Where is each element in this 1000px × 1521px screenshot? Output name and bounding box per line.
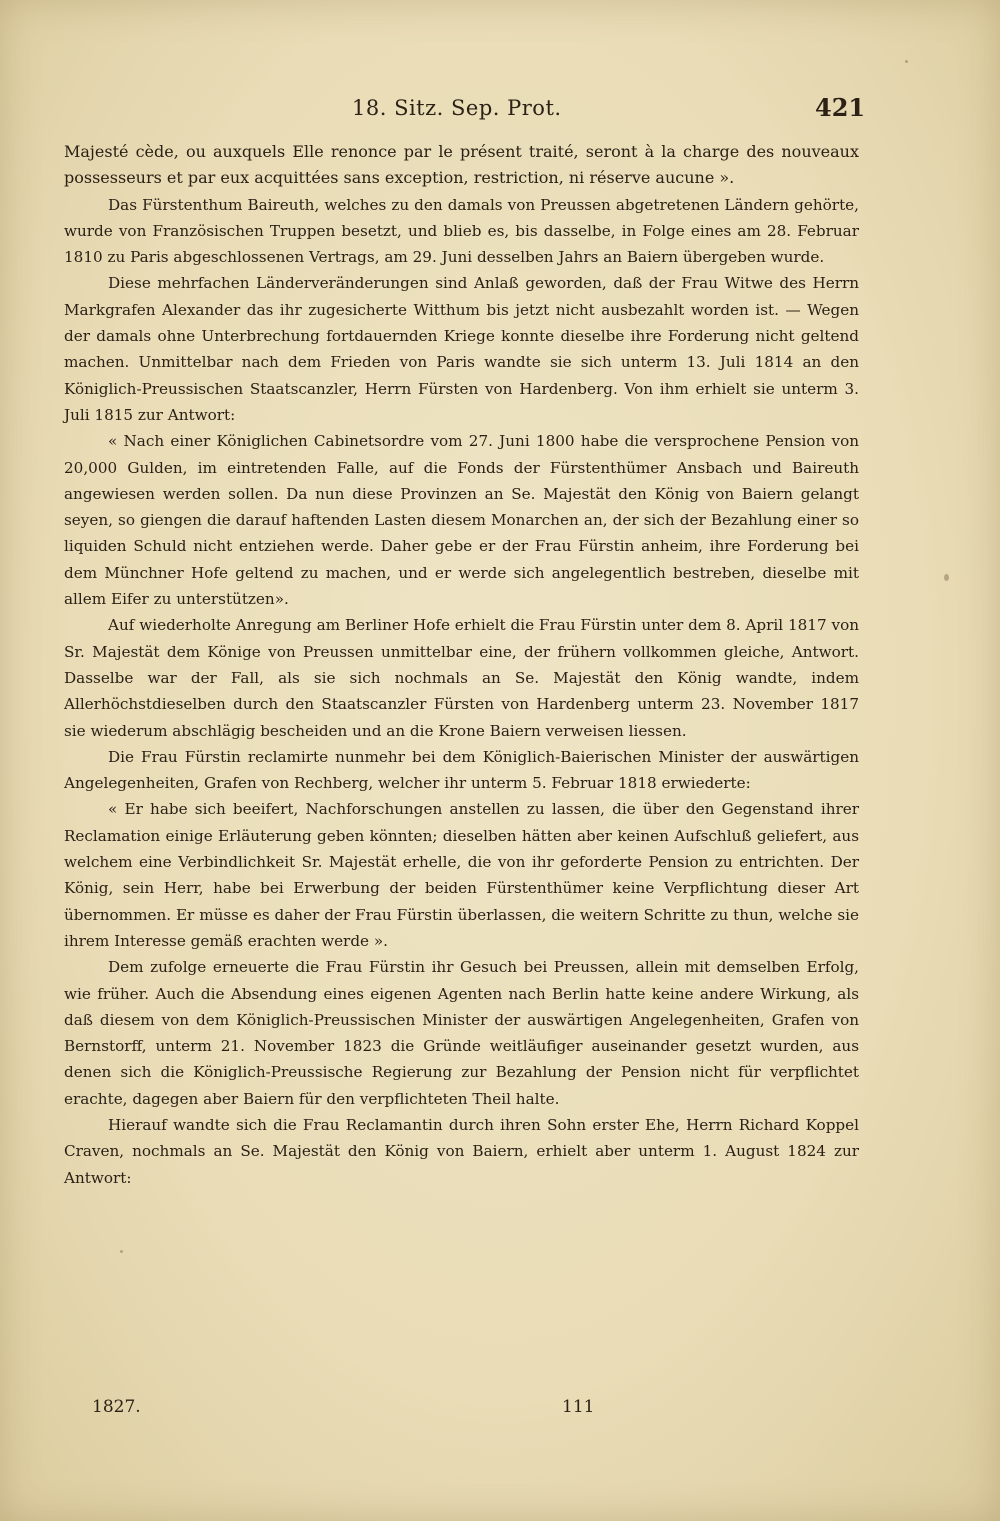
paragraph-treaty-quote-end: Majesté cède, ou auxquels Elle renonce par le présent traité, seront à la charge des nouveaux possesseurs et par eux acquittées sans exception, restriction, ni réserve aucune ».	[64, 142, 859, 188]
paragraph-berlin-court: Auf wiederholte Anregung am Berliner Hofe erhielt die Frau Fürstin unter dem 8. April 1817 von Sr. Majestät dem Könige von Preussen unmittelbar eine, der frühern vollkommen gleiche, Antwort. Dasselbe war der Fall, als sie sich nochmals an Se. Majestät den König wandte, indem Allerhöchstdieselben durch den Staatscanzler Fürsten von Hardenberg unterm 23. November 1817 sie wiederum abschlägig bescheiden und an die Krone Baiern verweisen liessen.	[64, 616, 859, 740]
page-footer	[60, 1397, 860, 1427]
paper-speck	[944, 574, 949, 581]
paragraph-bernstorff: Dem zufolge erneuerte die Frau Fürstin ihr Gesuch bei Preussen, allein mit demselben Erfolg, wie früher. Auch die Absendung eines eigenen Agenten nach Berlin hatte keine andere Wirkung, als daß diesem von dem Königlich-Preussischen Minister der auswärtigen Angelegenheiten, Grafen von Bernstorff, unterm 21. November 1823 die Gründe weitläufiger auseinander gesetzt wurden, aus denen sich die Königlich-Preussische Regierung zur Bezahlung der Pension nicht für verpflichtet erachte, dagegen aber Baiern für den verpflichteten Theil halte.	[64, 958, 859, 1108]
paper-speck	[905, 60, 908, 63]
page-header	[60, 93, 866, 126]
paragraph-rechberg: Die Frau Fürstin reclamirte nunmehr bei dem Königlich-Baierischen Minister der auswärtigen Angelegenheiten, Grafen von Rechberg, welcher ihr unterm 5. Februar 1818 erwiederte:	[64, 747, 859, 793]
body-text	[64, 139, 859, 1191]
running-head: 18. Sitz. Sep. Prot.	[352, 96, 562, 120]
paper-speck	[120, 1250, 123, 1253]
paragraph-craven: Hierauf wandte sich die Frau Reclamantin durch ihren Sohn erster Ehe, Herrn Richard Koppel Craven, nochmals an Se. Majestät den König von Baiern, erhielt aber unterm 1. August 1824 zur Antwort:	[64, 1115, 859, 1187]
paragraph-widow-claim: Diese mehrfachen Länderveränderungen sind Anlaß geworden, daß der Frau Witwe des Herrn Markgrafen Alexander das ihr zugesicherte Witthum bis jetzt nicht ausbezahlt worden ist. — Wegen der damals ohne Unterbrechung fortdauernden Kriege konnte dieselbe ihre Forderung nicht geltend machen. Unmittelbar nach dem Frieden von Paris wandte sie sich unterm 13. Juli 1814 an den Königlich-Preussischen Staatscanzler, Herrn Fürsten von Hardenberg. Von ihm erhielt sie unterm 3. Juli 1815 zur Antwort:	[64, 274, 859, 424]
footer-signature: 111	[562, 1397, 595, 1417]
page-number: 421	[815, 93, 866, 122]
footer-year: 1827.	[92, 1397, 141, 1417]
paragraph-baireuth: Das Fürstenthum Baireuth, welches zu den damals von Preussen abgetretenen Ländern gehörte, wurde von Französischen Truppen besetzt, und blieb es, bis dasselbe, in Folge eines am 28. Februar 1810 zu Paris abgeschlossenen Vertrags, am 29. Juni desselben Jahrs an Baiern übergeben wurde.	[64, 195, 859, 267]
quote-hardenberg-reply: « Nach einer Königlichen Cabinetsordre vom 27. Juni 1800 habe die versprochene Pension von 20,000 Gulden, im eintretenden Falle, auf die Fonds der Fürstenthümer Ansbach und Baireuth angewiesen werden sollen. Da nun diese Provinzen an Se. Majestät den König von Baiern gelangt seyen, so giengen die darauf haftenden Lasten diesem Monarchen an, der sich der Bezahlung einer so liquiden Schuld nicht entziehen werde. Daher gebe er der Frau Fürstin anheim, ihre Forderung bei dem Münchner Hofe geltend zu machen, und er werde sich angelegentlich bestreben, dieselbe mit allem Eifer zu unterstützen».	[64, 432, 859, 609]
quote-rechberg-reply: « Er habe sich beeifert, Nachforschungen anstellen zu lassen, die über den Gegenstand ihrer Reclamation einige Erläuterung geben könnten; dieselben hätten aber keinen Aufschluß geliefert, aus welchem eine Verbindlichkeit Sr. Majestät erhelle, die von ihr geforderte Pension zu entrichten. Der König, sein Herr, habe bei Erwerbung der beiden Fürstenthümer keine Verpflichtung dieser Art übernommen. Er müsse es daher der Frau Fürstin überlassen, die weitern Schritte zu thun, welche sie ihrem Interesse gemäß erachten werde ».	[64, 800, 859, 950]
